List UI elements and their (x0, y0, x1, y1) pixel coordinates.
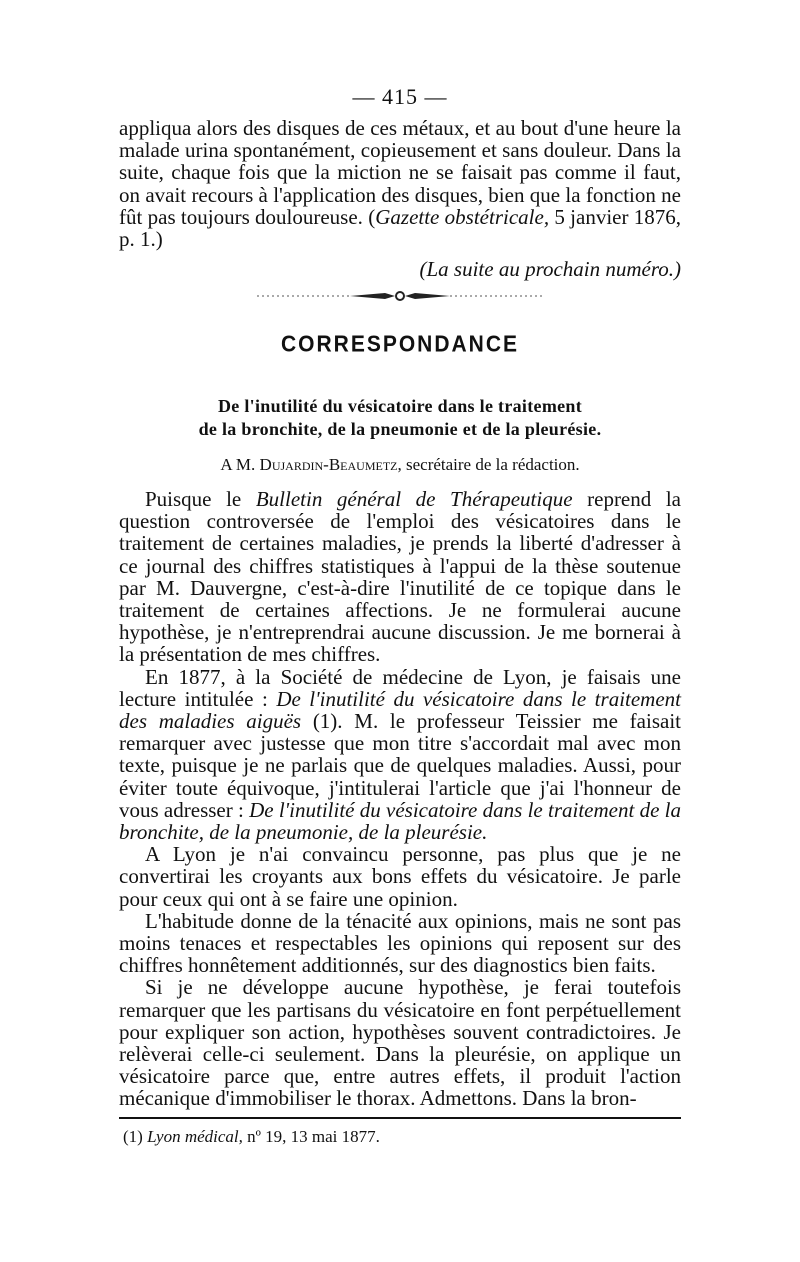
citation-open: ( (368, 204, 376, 229)
paragraph-1: Puisque le Bulletin général de Thérapeutique reprend la question controversée de l'emploi des vésicatoires dans le traitement de certaines maladies, je prends la liberté d'adresser à ce journal des chiffres statistiques à l'appui de la thèse soutenue par M. Dauvergne, c'est-à-dire l'inutilité de ce topique dans le traitement de certaines affections. Je ne formulerai aucune hypothèse, je n'entreprendrai aucune discussion. Je me bornerai à la présentation de mes chiffres. (119, 487, 681, 667)
footnote-source: Lyon médical, (147, 1127, 243, 1146)
section-heading: CORRESPONDANCE (280, 331, 520, 358)
lecture-title: De l'inutilité du vésicatoire dans le traitement des maladies aiguës (119, 686, 682, 734)
closing-note: (La suite au prochain numéro.) (419, 257, 681, 281)
address-prefix: A M. (220, 455, 256, 474)
subtitle-line-2: de la bronchite, de la pneumonie et de la pleurésie. (198, 419, 602, 439)
continuation-text: appliqua alors des disques de ces métaux, et au bout d'une heure la malade urina spontanément, copieusement et sans douleur. Dans la suite, chaque fois que la miction ne se faisait pas comme il faut, on avait recours à l'application des disques, bien que la fonction ne fût pas toujours douloureuse. (119, 116, 681, 229)
address-suffix: secrétaire de la rédaction. (405, 455, 580, 474)
citation-journal: Gazette obstétricale, (375, 204, 550, 229)
subtitle-line-1: De l'inutilité du vésicatoire dans le traitement (217, 396, 583, 416)
paragraph-4: L'habitude donne de la ténacité aux opinions, mais ne sont pas moins tenaces et respectables les opinions qui reposent sur des chiffres honnêtement additionnés, sur des diagnostics bien faits. (119, 908, 681, 978)
footnote-mark: (1) (123, 1127, 143, 1146)
continuation-paragraph (119, 117, 681, 250)
decorative-rule-ornament (255, 288, 545, 304)
paragraph-5: Si je ne développe aucune hypothèse, je ferai toutefois remarquer que les partisans du vésicatoire en font perpétuellement pour expliquer son action, hypothèses souvent contradictoires. Je relèverai celle-ci seulement. Dans la pleurésie, on applique un vésicatoire parce que, entre autres effets, il produit l'action mécanique d'immobiliser le thorax. Admettons. Dans la bron- (119, 975, 681, 1111)
article-title: De l'inutilité du vésicatoire dans le traitement de la bronchite, de la pneumonie, de la pleurésie. (119, 797, 681, 845)
address-line (0, 455, 800, 475)
footnote-rule (119, 1117, 681, 1119)
address-name: Dujardin-Beaumetz, (259, 455, 402, 474)
footnote (123, 1127, 380, 1147)
citation-rest: 5 janvier 1876, p. 1.) (119, 204, 682, 252)
journal-title: Bulletin général de Thérapeutique (255, 487, 573, 511)
paragraph-3: A Lyon je n'ai convaincu personne, pas plus que je ne convertirai les croyants aux bons effets du vésicatoire. Je parle pour ceux qui ont à se faire une opinion. (119, 842, 681, 911)
article-body (119, 488, 681, 1110)
article-subtitle (119, 395, 681, 441)
paragraph-2: En 1877, à la Société de médecine de Lyon, je faisais une lecture intitulée : De l'inutilité du vésicatoire dans le traitement des maladies aiguës (1). M. le professeur Teissier me faisait remarquer avec justesse que mon titre s'accordait mal avec mon texte, puisque je ne parlais que de quelques maladies. Aussi, pour éviter toute équivoque, j'intitulerai l'article que j'ai l'honneur de vous adresser : De l'inutilité du vésicatoire dans le traitement de la bronchite, de la pneumonie, de la pleurésie. (119, 664, 682, 845)
footnote-detail: nº 19, 13 mai 1877. (247, 1127, 380, 1146)
page-number: — 415 — (352, 84, 448, 109)
